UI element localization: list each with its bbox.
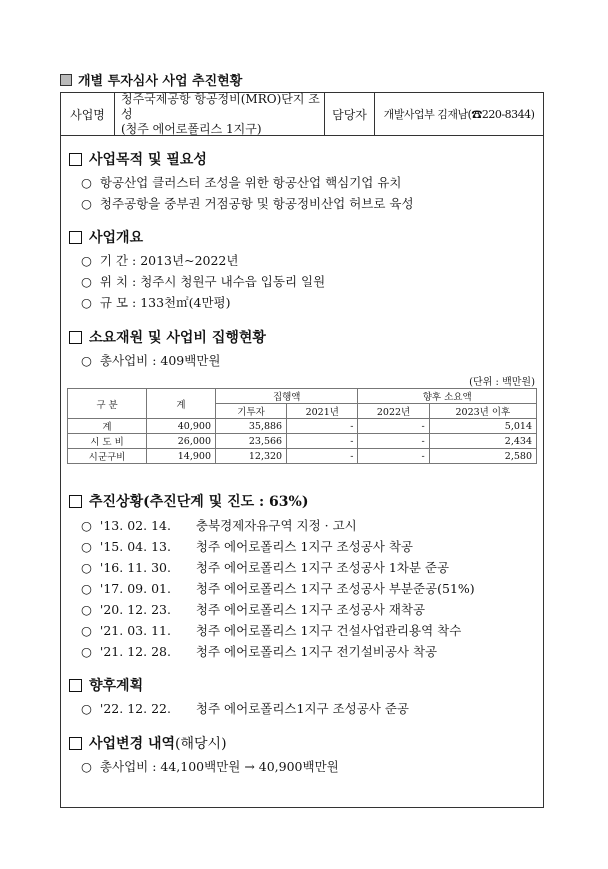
table-row: 시군구비 14,900 12,320 - - 2,580: [68, 449, 537, 464]
table-header-total: 계: [147, 389, 216, 419]
checkbox-square-icon: [69, 679, 82, 692]
plan-item: ○ '22. 12. 22. 청주 에어로폴리스1지구 조성공사 준공: [81, 701, 409, 716]
table-header-prior: 기투자: [216, 404, 287, 419]
purpose-item: ○ 항공산업 클러스터 조성을 위한 항공산업 핵심기업 유치: [81, 175, 402, 190]
manager-label: 담당자: [325, 93, 375, 135]
checkbox-square-icon: [69, 495, 82, 508]
section-change: [69, 733, 227, 753]
project-frame: [60, 92, 544, 808]
checkbox-square-icon: [69, 153, 82, 166]
checkbox-square-icon: [69, 331, 82, 344]
bullet-circle-icon: ○: [81, 175, 92, 190]
section-change-title: 사업변경 내역: [89, 736, 176, 752]
bullet-circle-icon: ○: [81, 518, 92, 533]
progress-item: ○ '21. 03. 11. 청주 에어로폴리스 1지구 건설사업관리용역 착수: [81, 623, 462, 638]
purpose-item: ○ 청주공항을 중부권 거점공항 및 항공정비산업 허브로 육성: [81, 196, 414, 211]
finance-total: ○ 총사업비 : 409백만원: [81, 353, 221, 368]
bullet-circle-icon: ○: [81, 196, 92, 211]
progress-item: ○ '15. 04. 13. 청주 에어로폴리스 1지구 조성공사 착공: [81, 539, 413, 554]
table-header-2021: 2021년: [287, 404, 358, 419]
checkbox-square-icon: [69, 737, 82, 750]
table-header-2023: 2023년 이후: [429, 404, 536, 419]
checkbox-square-icon: [69, 231, 82, 244]
table-header-future: 향후 소요액: [358, 389, 537, 404]
finance-unit: (단위 : 백만원): [469, 377, 535, 388]
progress-item: ○ '21. 12. 28. 청주 에어로폴리스 1지구 전기설비공사 착공: [81, 644, 438, 659]
project-label: 사업명: [61, 93, 115, 135]
table-header-2022: 2022년: [358, 404, 429, 419]
bullet-circle-icon: ○: [81, 539, 92, 554]
table-header-executed: 집행액: [216, 389, 358, 404]
bullet-circle-icon: ○: [81, 274, 92, 289]
section-finance: [69, 327, 266, 347]
bullet-circle-icon: ○: [81, 701, 92, 716]
overview-item: ○ 기 간 : 2013년~2022년: [81, 253, 239, 268]
table-header-category: 구 분: [68, 389, 147, 419]
bullet-circle-icon: ○: [81, 602, 92, 617]
bullet-circle-icon: ○: [81, 623, 92, 638]
section-progress: [69, 491, 308, 511]
section-progress-title: 추진상황(추진단계 및 진도 : 63%): [89, 494, 309, 510]
section-plan: [69, 675, 143, 695]
section-purpose: [69, 149, 207, 169]
section-purpose-title: 사업목적 및 필요성: [89, 152, 207, 168]
project-name-line2: (청주 에어로폴리스 1지구): [121, 121, 262, 136]
overview-item: ○ 규 모 : 133천㎡(4만평): [81, 295, 231, 310]
bullet-circle-icon: ○: [81, 253, 92, 268]
bullet-circle-icon: ○: [81, 581, 92, 596]
table-row: 시 도 비 26,000 23,566 - - 2,434: [68, 434, 537, 449]
manager-value: 개발사업부 김재남(☎220-8344): [383, 108, 535, 121]
progress-item: ○ '16. 11. 30. 청주 에어로폴리스 1지구 조성공사 1차분 준공: [81, 560, 450, 575]
section-plan-title: 향후계획: [89, 678, 144, 694]
bullet-circle-icon: ○: [81, 560, 92, 575]
table-row: 계 40,900 35,886 - - 5,014: [68, 419, 537, 434]
bullet-circle-icon: ○: [81, 295, 92, 310]
project-name-line1: 청주국제공항 항공정비(MRO)단지 조성: [121, 91, 320, 121]
document-title: [60, 70, 242, 89]
document-title-text: 개별 투자심사 사업 추진현황: [78, 74, 243, 89]
section-finance-title: 소요재원 및 사업비 집행현황: [89, 330, 266, 346]
project-header: [61, 93, 543, 136]
section-overview: [69, 227, 143, 247]
progress-item: ○ '13. 02. 14. 충북경제자유구역 지정 · 고시: [81, 518, 357, 533]
title-square-icon: [60, 74, 72, 86]
progress-item: ○ '17. 09. 01. 청주 에어로폴리스 1지구 조성공사 부분준공(51%): [81, 581, 475, 596]
overview-item: ○ 위 치 : 청주시 청원구 내수읍 입동리 일원: [81, 274, 326, 289]
section-change-note: (해당시): [175, 736, 227, 752]
bullet-circle-icon: ○: [81, 644, 92, 659]
progress-item: ○ '20. 12. 23. 청주 에어로폴리스 1지구 조성공사 재착공: [81, 602, 426, 617]
section-overview-title: 사업개요: [89, 230, 144, 246]
bullet-circle-icon: ○: [81, 353, 92, 368]
bullet-circle-icon: ○: [81, 759, 92, 774]
change-item: ○ 총사업비 : 44,100백만원 → 40,900백만원: [81, 759, 339, 774]
finance-table: [67, 388, 537, 464]
project-name: [115, 93, 325, 135]
